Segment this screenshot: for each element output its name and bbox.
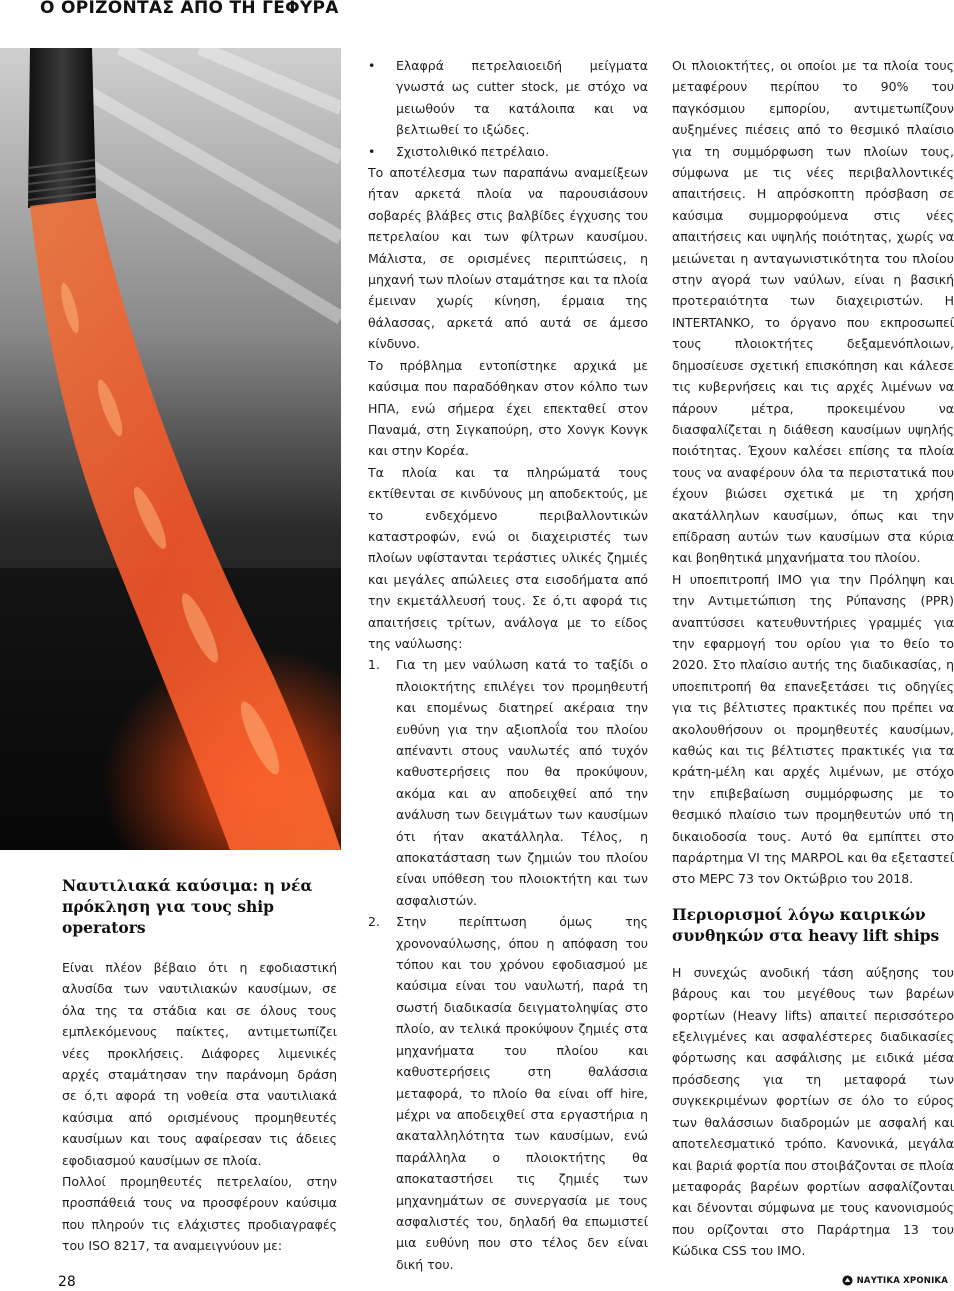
- article-heading-heavy-lift: Περιορισμοί λόγω καιρικών συνθηκών στα heavy lift ships: [672, 904, 940, 945]
- paragraph: Το πρόβλημα εντοπίστηκε αρχικά με καύσιμα που παραδόθηκαν στον κόλπο των ΗΠΑ, ενώ σήμερα έχει επεκταθεί στον Παναμά, στη Σιγκαπούρη, στο Χονγκ Κονγκ και στην Κορέα.: [368, 357, 648, 459]
- bullet-mark: •: [368, 58, 376, 73]
- article-heading-fuels: Ναυτιλιακά καύσιμα: η νέα πρόκληση για τους ship operators: [62, 876, 313, 937]
- section-title: Ο ΟΡΙΖΟΝΤΑΣ ΑΠΟ ΤΗ ΓΕΦΥΡΑ: [40, 0, 339, 18]
- column-3: [672, 55, 954, 1262]
- brand-logo-icon: [842, 1275, 853, 1286]
- paragraph: Η συνεχώς ανοδική τάση αύξησης του βάρους και του μεγέθους των βαρέων φορτίων (Heavy lifts) απαιτεί περισσότερο εξελιγμένες και ασφαλέστερες διαδικασίες φόρτωσης και ασφάλισης με ειδικά μέσα πρόσδεσης για τη μεταφορά των συγκεκριμένων φορτίων σε όλο το εύρος των θαλάσσιων διαδρομών με ασφαλή και αποτελεσματικό τρόπο. Κανονικά, μεγάλα και βαριά φορτία που στοιβάζονται σε πλοία μεταφοράς βαρέων φορτίων ασφαλίζονται και δένονται σύμφωνα με τους κανονισμούς που ορίζονται στο Παράρτημα 13 του Κώδικα CSS του ΙΜΟ.: [672, 964, 954, 1259]
- paragraph: Πολλοί προμηθευτές πετρελαίου, στην προσπάθειά τους να προσφέρουν καύσιμα που πληρούν τις ελάχιστες προδιαγραφές του ISO 8217, τα αναμειγνύουν με:: [62, 1174, 337, 1254]
- fuel-stream-photo: [0, 48, 341, 850]
- item-number: 1.: [368, 657, 380, 673]
- page-number: 28: [58, 1274, 76, 1290]
- bullet-item: [368, 141, 648, 162]
- item-text: Για τη μεν ναύλωση κατά το ταξίδι ο πλοιοκτήτης επιλέγει τον προμηθευτή και επομένως διατηρεί ακέραια την ευθύνη για την αξιοπλοΐα του πλοίου απέναντι στους ναυλωτές από τυχόν καθυστερήσεις που θα προκύψουν, ακόμα και αν αποδειχθεί από την ανάλυση των δειγμάτων των καυσίμων ότι ήταν ακατάλληλα. Τέλος, η αποκατάσταση των ζημιών του πλοίου είναι υπόθεση του πλοιοκτήτη και των ασφαλιστών.: [396, 657, 648, 908]
- column-1: [62, 875, 337, 1257]
- paragraph: Είναι πλέον βέβαιο ότι η εφοδιαστική αλυσίδα των ναυτιλιακών καυσίμων, σε όλα της τα στάδια και σε όλους τους εμπλεκόμενους παίκτες, αντιμετωπίζει νέες προκλήσεις. Διάφορες λιμενικές αρχές σταμάτησαν την παράνομη δράση σε ό,τι αφορά τη νοθεία στα ναυτιλιακά καύσιμα από ορισμένους προμηθευτές καυσίμων και τους αφαίρεσαν τις άδειες εφοδιασμού καυσίμων σε πλοία.: [62, 960, 337, 1168]
- bullet-text: Ελαφρά πετρελαιοειδή μείγματα γνωστά ως cutter stock, με στόχο να μειωθούν τα κατάλοιπα και να βελτιωθεί το ιξώδες.: [396, 58, 648, 138]
- column-2: [368, 55, 648, 1275]
- bullet-mark: •: [368, 143, 376, 159]
- item-number: 2.: [368, 914, 380, 930]
- paragraph: Τα πλοία και τα πληρώματά τους εκτίθενται σε κινδύνους μη αποδεκτούς, με το ενδεχόμενο περιβαλλοντικών καταστροφών, ενώ οι διαχειριστές των πλοίων υφίστανται τεράστιες υλικές ζημιές και μεγάλες απώλειες στα εισοδήματα από την εκμετάλλευσή τους. Σε ό,τι αφορά τις απαιτήσεις τρίτων, ανάλογα με το είδος της ναύλωσης:: [368, 464, 648, 651]
- item-text: Στην περίπτωση όμως της χρονοναύλωσης, όπου η απόφαση του τόπου και του χρόνου εφοδιασμού με καύσιμα είναι του ναυλωτή, παρά τη σωστή διαδικασία δειγματοληψίας στο πλοίο, αν τελικά προκύψουν ζημιές στα μηχανήματα του πλοίου και καθυστερήσεις στη θαλάσσια μεταφορά, το πλοίο θα είναι off hire, μέχρι να αποδειχθεί στα εργαστήρια η ακαταλληλότητα των καυσίμων, ενώ παράλληλα ο πλοιοκτήτης θα αποκαταστήσει τις ζημιές των μηχανημάτων σε συνεργασία με τους ασφαλιστές του, δηλαδή θα επωμιστεί μια ευθύνη που στο τέλος δεν είναι δική του.: [396, 914, 648, 1272]
- paragraph: Το αποτέλεσμα των παραπάνω αναμείξεων ήταν αρκετά πλοία να παρουσιάσουν σοβαρές βλάβες στις βαλβίδες έγχυσης του πετρελαίου και των φίλτρων καυσίμου. Μάλιστα, σε ορισμένες περιπτώσεις, η μηχανή των πλοίων σταμάτησε και τα πλοία έμειναν χωρίς κίνηση, έρμαια της θάλασσας, αρκετά από αυτά σε άμεσο κίνδυνο.: [368, 165, 648, 352]
- bullet-item: [368, 55, 648, 141]
- paragraph: Η υποεπιτροπή IMO για την Πρόληψη και την Αντιμετώπιση της Ρύπανσης (PPR) αναπτύσσει κατευθυντήριες γραμμές για την εφαρμογή του ορίου για το θείο το 2020. Στο πλαίσιο αυτής της διαδικασίας, η υποεπιτροπή θα επανεξετάσει τις οδηγίες για τις βέλτιστες πρακτικές που πρέπει να ακολουθήσουν οι προμηθευτές καυσίμων, καθώς και τις βέλτιστες πρακτικές για τα κράτη-μέλη και αρχές λιμένων, με στόχο την επιβεβαίωση συμμόρφωσης με το θεσμικό πλαίσιο των προμηθευτών υπό τη δικαιοδοσία τους. Αυτό θα εμπίπτει στο παράρτημα VI της MARPOL και θα εξεταστεί στο MEPC 73 τον Οκτώβριο του 2018.: [672, 571, 954, 887]
- paragraph: Οι πλοιοκτήτες, οι οποίοι με τα πλοία τους μεταφέρουν περίπου το 90% του παγκόσμιου εμπορίου, αντιμετωπίζουν αυξημένες πιέσεις από το θεσμικό πλαίσιο για τη συμμόρφωση των πλοίων τους, σύμφωνα με τις νέες περιβαλλοντικές απαιτήσεις. Η απρόσκοπτη πρόσβαση σε καύσιμα συμμορφούμενα στις νέες απαιτήσεις και υψηλής ποιότητας, χωρίς να μειώνεται η ανταγωνιστικότητα του πλοίου στην αγορά των ναύλων, είναι η βασική προτεραιότητα των διαχειριστών. Η INTERTANKO, το όργανο που εκπροσωπεί τους πλοιοκτήτες δεξαμενόπλοιων, δημοσίευσε σχετική επισκόπηση και κάλεσε τις κυβερνήσεις και τις αρχές λιμένων να πάρουν μέτρα, προκειμένου να διασφαλίζεται η διάθεση καυσίμων υψηλής ποιότητας. Έχουν καλέσει επίσης τα πλοία τους να αναφέρουν όλα τα περιστατικά που έχουν βιώσει σχετικά με τη χρήση ακατάλληλων καυσίμων, όπως και την επίδραση αυτών των καυσίμων στα κύρια και βοηθητικά μηχανήματα του πλοίου.: [672, 58, 954, 566]
- bullet-text: Σχιστολιθικό πετρέλαιο.: [396, 143, 549, 159]
- brand-name: ΝΑΥΤΙΚΑ ΧΡΟΝΙΚΑ: [856, 1275, 948, 1286]
- numbered-item: [368, 654, 648, 911]
- numbered-item: [368, 911, 648, 1275]
- magazine-brand: [842, 1275, 948, 1286]
